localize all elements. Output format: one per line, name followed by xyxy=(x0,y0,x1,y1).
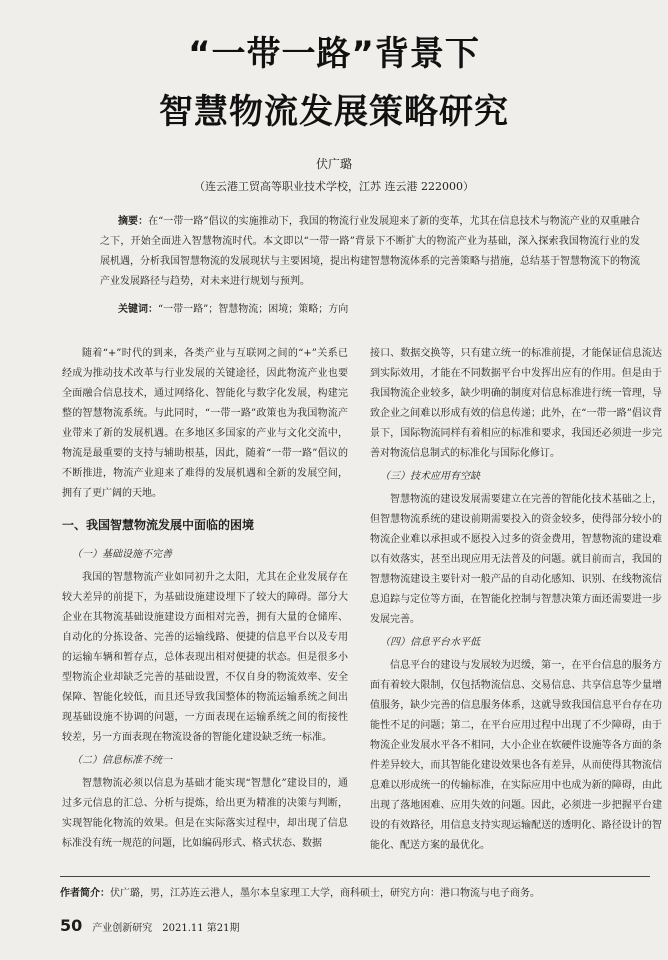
journal-name: 产业创新研究 xyxy=(92,923,153,934)
paragraph-info-standard: 智慧物流必须以信息为基础才能实现“智慧化”建设目的，通过多元信息的汇总、分析与提炼，给出更为精准的决策与判断，实现智能化物流的效果。但是在实际落实过程中，却出现了信息标准没有统一规范的问题，比如编码形式、格式状态、数据 xyxy=(62,778,348,849)
right-column xyxy=(370,344,662,856)
paragraph-continued: 接口、数据交换等，只有建立统一的标准前提，才能保证信息流达到实际效用，才能在不同数据平台中发挥出应有的作用。但是由于我国物流企业较多，缺少明确的制度对信息标准进行统一管理，导致企业之间难以形成有效的信息传递；此外，在“一带一路”倡议背景下，国际物流同样有着相应的标准和要求，我国还必须进一步完善对物流信息制式的标准化与国际化修订。 xyxy=(370,348,662,459)
author-note xyxy=(60,884,650,899)
author-note-text: 伏广璐，男，江苏连云港人，墨尔本皇家理工大学，商科硕士，研究方向：港口物流与电子商务。 xyxy=(110,888,540,899)
subsection-heading-4: （四）信息平台水平低 xyxy=(380,637,480,648)
page-number: 50 xyxy=(60,916,83,935)
section-heading-1: 一、我国智慧物流发展中面临的困境 xyxy=(62,518,255,532)
subsection-heading-2: （二）信息标准不统一 xyxy=(72,755,172,766)
subsection-heading-1: （一）基础设施不完善 xyxy=(72,549,172,560)
abstract-label: 摘要： xyxy=(118,216,149,227)
abstract-text: 在“一带一路”倡议的实施推动下，我国的物流行业发展迎来了新的变革，尤其在信息技术与物流产业的双重融合之下，开始全面进入智慧物流时代。本文即以“一带一路”背景下不断扩大的物流产业为基础，深入探索我国物流行业的发展机遇，分析我国智慧物流的发展现状与主要困境，提出构建智慧物流体系的完善策略与措施，总结基于智慧物流下的物流产业发展路径与趋势，对未来进行规划与预判。 xyxy=(100,216,640,287)
paragraph-infrastructure: 我国的智慧物流产业如同初升之太阳，尤其在企业发展存在较大差异的前提下，为基础设施建设埋下了较大的障碍。部分大企业在其物流基础设施建设方面相对完善，拥有大量的仓储库、自动化的分拣设备、完善的运输线路、便捷的信息平台以及专用的运输车辆和暂存点，总体表现出相对便捷的状态。但是很多小型物流企业却缺乏完善的基础设置，不仅自身的物流效率、安全保障、智能化较低，而且还导致我国整体的物流运输系统之间出现基础设施不协调的问题，一方面表现在运输系统之间的衔接性较差，另一方面表现在物流设备的智能化建设缺乏统一标准。 xyxy=(62,572,348,743)
title-line-2: 智慧物流发展策略研究 xyxy=(159,92,509,132)
paragraph-technology: 智慧物流的建设发展需要建立在完善的智能化技术基础之上，但智慧物流系统的建设前期需要投入的资金较多，使得部分较小的物流企业难以承担或不愿投入过多的资金费用，智慧物流的建设难以有效落实，甚至出现应用无法普及的问题。就目前而言，我国的智慧物流建设主要针对一般产品的自动化感知、识别、在线物流信息追踪与定位等方面，在智能化控制与智慧决策方面还需要进一步发展完善。 xyxy=(370,494,662,625)
author-name: 伏广璐 xyxy=(315,157,352,171)
author-note-label: 作者简介： xyxy=(60,888,110,899)
keywords-label: 关键词： xyxy=(118,304,158,315)
paragraph-platform: 信息平台的建设与发展较为迟缓，第一，在平台信息的服务方面有着较大限制，仅包括物流信息、交易信息、共享信息等少量增值服务，缺少完善的信息服务体系，这就导致我国信息平台存在功能性不足的问题；第二，在平台应用过程中出现了不少障碍，由于物流企业发展水平各不相同，大小企业在软硬件设施等各方面的条件差异较大，而其智能化建设效果也各有差异，从而使得其物流信息难以形成统一的传输标准，在实际应用中也成为新的障碍，由此出现了落地困难、应用失效的问题。因此，必须进一步把握平台建设的有效路径，用信息支持实现运输配送的透明化、路径设计的智能化、配送方案的最优化。 xyxy=(370,660,662,851)
intro-paragraph: 随着“+”时代的到来，各类产业与互联网之间的“+”关系已经成为推动技术改革与行业发展的关键途径，因此物流产业也要全面融合信息技术，通过网络化、智能化与数字化发展，构建完整的智慧物流系统。与此同时，“一带一路”政策也为我国物流产业带来了新的发展机遇。在多地区多国家的产业与文化交流中，物流是最重要的支持与辅助根基，因此，随着“一带一路”倡议的不断推进，物流产业迎来了难得的发展机遇和全新的发展空间，拥有了更广阔的天地。 xyxy=(62,348,348,499)
page-footer xyxy=(60,916,240,935)
keywords-text: “一带一路”；智慧物流；困境；策略；方向 xyxy=(158,304,349,315)
footnote-divider xyxy=(60,876,650,877)
author-affiliation: （连云港工贸高等职业技术学校，江苏 连云港 222000） xyxy=(194,180,474,193)
keywords xyxy=(118,300,638,320)
left-column xyxy=(62,344,348,854)
subsection-heading-3: （三）技术应用有空缺 xyxy=(380,471,480,482)
abstract xyxy=(100,212,640,292)
title-line-1: “一带一路”背景下 xyxy=(188,34,480,74)
journal-issue: 2021.11 第21期 xyxy=(162,923,240,934)
